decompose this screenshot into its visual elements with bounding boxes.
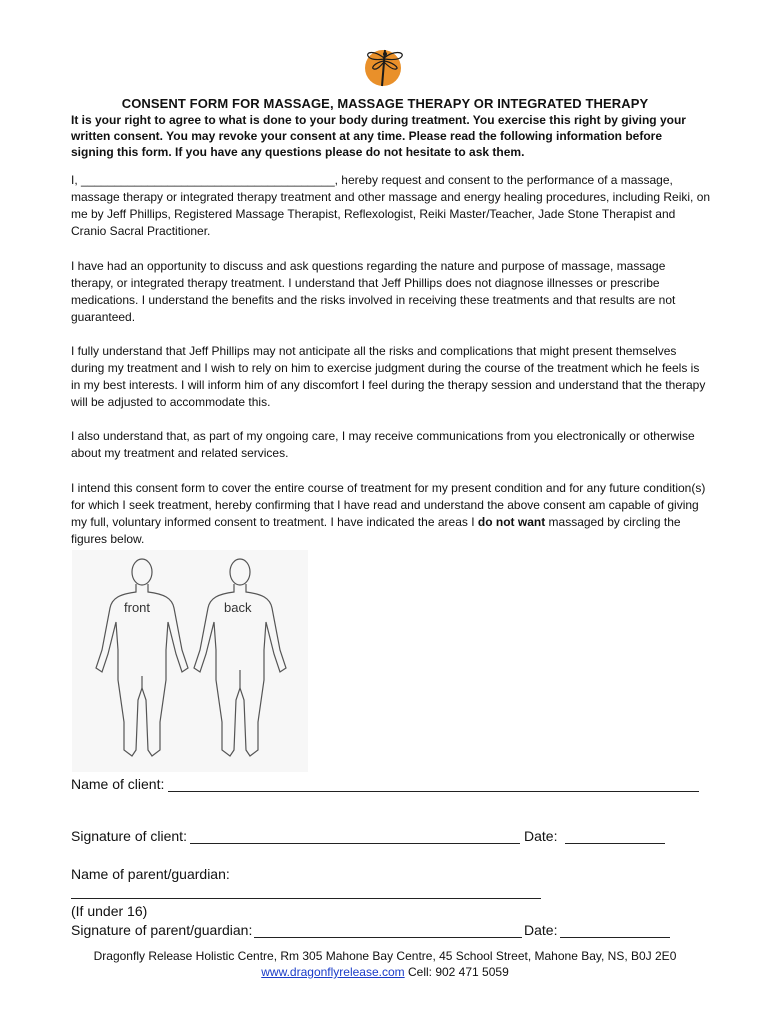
date-label-1: Date: <box>524 828 558 844</box>
date-input-2[interactable] <box>560 937 670 938</box>
p5-start: I intend this consent form to cover the entire course of treatment for my present condition and for any future condition(s) for which I seek treatment, hereby confirming that I have read and understand the above consent am capable of giving my full, voluntary informed consent to treatment. I have indicated the areas I <box>71 481 706 529</box>
signature-of-parent-label: Signature of parent/guardian: <box>71 922 253 938</box>
client-signature-input[interactable] <box>190 843 520 844</box>
date-label-2: Date: <box>524 922 558 938</box>
dragonfly-logo <box>362 44 408 90</box>
back-figure[interactable] <box>194 559 286 756</box>
back-label: back <box>224 600 252 615</box>
dragonfly-icon <box>362 44 408 90</box>
footer-cell: Cell: 902 471 5059 <box>404 965 509 979</box>
body-diagram[interactable] <box>72 550 308 772</box>
consent-paragraph-4: I also understand that, as part of my ongoing care, I may receive communications from you electronically or otherwise about my treatment and related services. <box>71 429 695 460</box>
intro-text: It is your right to agree to what is done to your body during treatment. You exercise this right by giving your written consent. You may revoke your consent at any time. Please read the following information before signing this form. If you have any questions please do not hesitate to ask them. <box>71 113 686 159</box>
consent-paragraph-5 <box>71 480 711 548</box>
form-title: CONSENT FORM FOR MASSAGE, MASSAGE THERAPY OR INTEGRATED THERAPY <box>121 96 649 111</box>
footer-address: Dragonfly Release Holistic Centre, Rm 305 Mahone Bay Centre, 45 School Street, Mahone Bay, NS, B0J 2E0 <box>93 949 677 963</box>
parent-signature-input[interactable] <box>254 937 522 938</box>
consent-paragraph-2: I have had an opportunity to discuss and ask questions regarding the nature and purpose of massage, massage therapy, or integrated therapy treatment. I understand that Jeff Phillips does not diagnose illnesses or prescribe medications. I understand the benefits and the risks involved in receiving these treatments and that results are not guaranteed. <box>71 259 676 324</box>
name-of-client-label: Name of client: <box>71 776 165 792</box>
name-of-parent-label: Name of parent/guardian: <box>71 866 230 882</box>
p5-bold: do not want <box>477 515 546 529</box>
front-label: front <box>124 600 151 615</box>
p5-end: massaged by circling the figures below. <box>71 515 681 546</box>
signature-of-client-label: Signature of client: <box>71 828 187 844</box>
client-name-blank[interactable]: ______________________________________ <box>81 173 335 187</box>
under-16-note: (If under 16) <box>71 903 148 919</box>
parent-name-input[interactable] <box>71 898 541 899</box>
p1-rest: , hereby request and consent to the performance of a massage, massage therapy or integrated therapy treatment and other massage and energy healing procedures, including Reiki, on me by Jeff Phillips, Registered Massage Therapist, Reflexologist, Reiki Master/Teacher, Jade Stone Therapist and Cranio Sacral Practitioner. <box>71 173 711 238</box>
footer-contact <box>0 965 770 979</box>
consent-paragraph-3: I fully understand that Jeff Phillips may not anticipate all the risks and complications that might present themselves during my treatment and I wish to rely on him to exercise judgment during the course of the treatment which he feels is in my best interests. I will inform him of any discomfort I feel during the therapy session and understand that the therapy will be adjusted to accommodate this. <box>71 344 706 409</box>
website-link[interactable]: www.dragonflyrelease.com <box>261 965 405 979</box>
p1-start: I, <box>71 173 82 187</box>
consent-paragraph-1 <box>71 172 711 240</box>
date-input-1[interactable] <box>565 843 665 844</box>
front-figure[interactable] <box>96 559 188 756</box>
client-name-input[interactable] <box>168 791 699 792</box>
